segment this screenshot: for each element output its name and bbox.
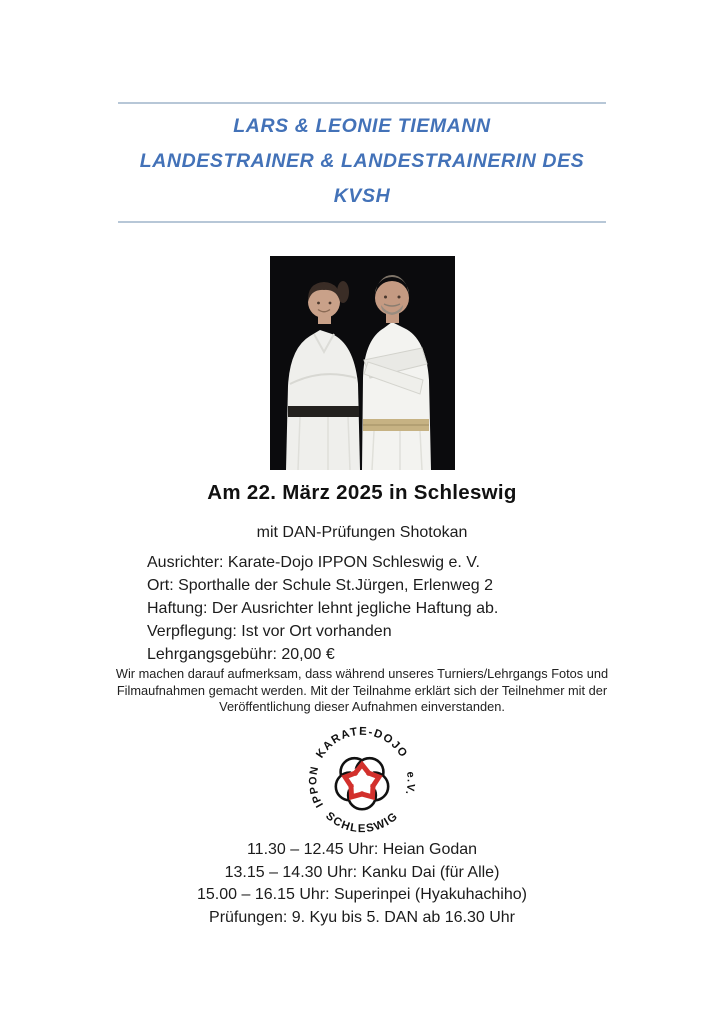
divider-bottom [118, 221, 606, 223]
title-line-org: KVSH [333, 185, 391, 207]
detail-line-gebuehr: Lehrgangsgebühr: 20,00 € [147, 646, 335, 663]
flyer-title [0, 109, 724, 214]
detail-line-verpflegung: Verpflegung: Ist vor Ort vorhanden [147, 623, 392, 640]
event-subtitle: mit DAN-Prüfungen Shotokan [256, 524, 468, 541]
divider-top [118, 102, 606, 104]
trainers-photo [270, 256, 455, 470]
logo-text-right: e.V. [402, 770, 417, 798]
schedule-line-4: Prüfungen: 9. Kyu bis 5. DAN ab 16.30 Uhr [209, 908, 515, 926]
schedule-line-3: 15.00 – 16.15 Uhr: Superinpei (Hyakuhachiho) [197, 886, 527, 903]
title-line-role: LANDESTRAINER & LANDESTRAINERIN DES [139, 150, 585, 172]
logo-text-top: KARATE-DOJO [314, 725, 410, 761]
svg-text:SCHLESWIG [323, 810, 401, 835]
dojo-logo [302, 721, 422, 840]
svg-text:IPPON [307, 765, 326, 810]
svg-text:KARATE-DOJO [314, 726, 410, 761]
trainers-photo-illustration [270, 256, 455, 470]
detail-line-haftung: Haftung: Der Ausrichter lehnt jegliche Haftung ab. [147, 600, 499, 617]
detail-line-ausrichter: Ausrichter: Karate-Dojo IPPON Schleswig e. V. [147, 554, 480, 571]
dojo-logo-badge [302, 721, 422, 840]
schedule-line-2: 13.15 – 14.30 Uhr: Kanku Dai (für Alle) [224, 863, 500, 881]
schedule-line-1: 11.30 – 12.45 Uhr: Heian Godan [246, 841, 478, 858]
schedule-list [0, 839, 724, 929]
title-line-names: LARS & LEONIE TIEMANN [233, 115, 491, 137]
event-date-heading: Am 22. März 2025 in Schleswig [207, 481, 517, 504]
logo-text-bottom: SCHLESWIG [323, 809, 401, 836]
detail-line-ort: Ort: Sporthalle der Schule St.Jürgen, Erlenweg 2 [147, 577, 493, 594]
svg-text:e.V. [403, 771, 417, 797]
event-details-list [147, 551, 498, 666]
logo-text-left: IPPON [307, 764, 326, 810]
photo-consent-notice: Wir machen darauf aufmerksam, dass während unseres Turniers/Lehrgangs Fotos und Filmaufnahmen gemacht werden. Mit der Teilnahme erklärt sich der Teilnehmer mit der Veröffentlichung dieser Aufnahmen einverstanden. [115, 666, 609, 714]
